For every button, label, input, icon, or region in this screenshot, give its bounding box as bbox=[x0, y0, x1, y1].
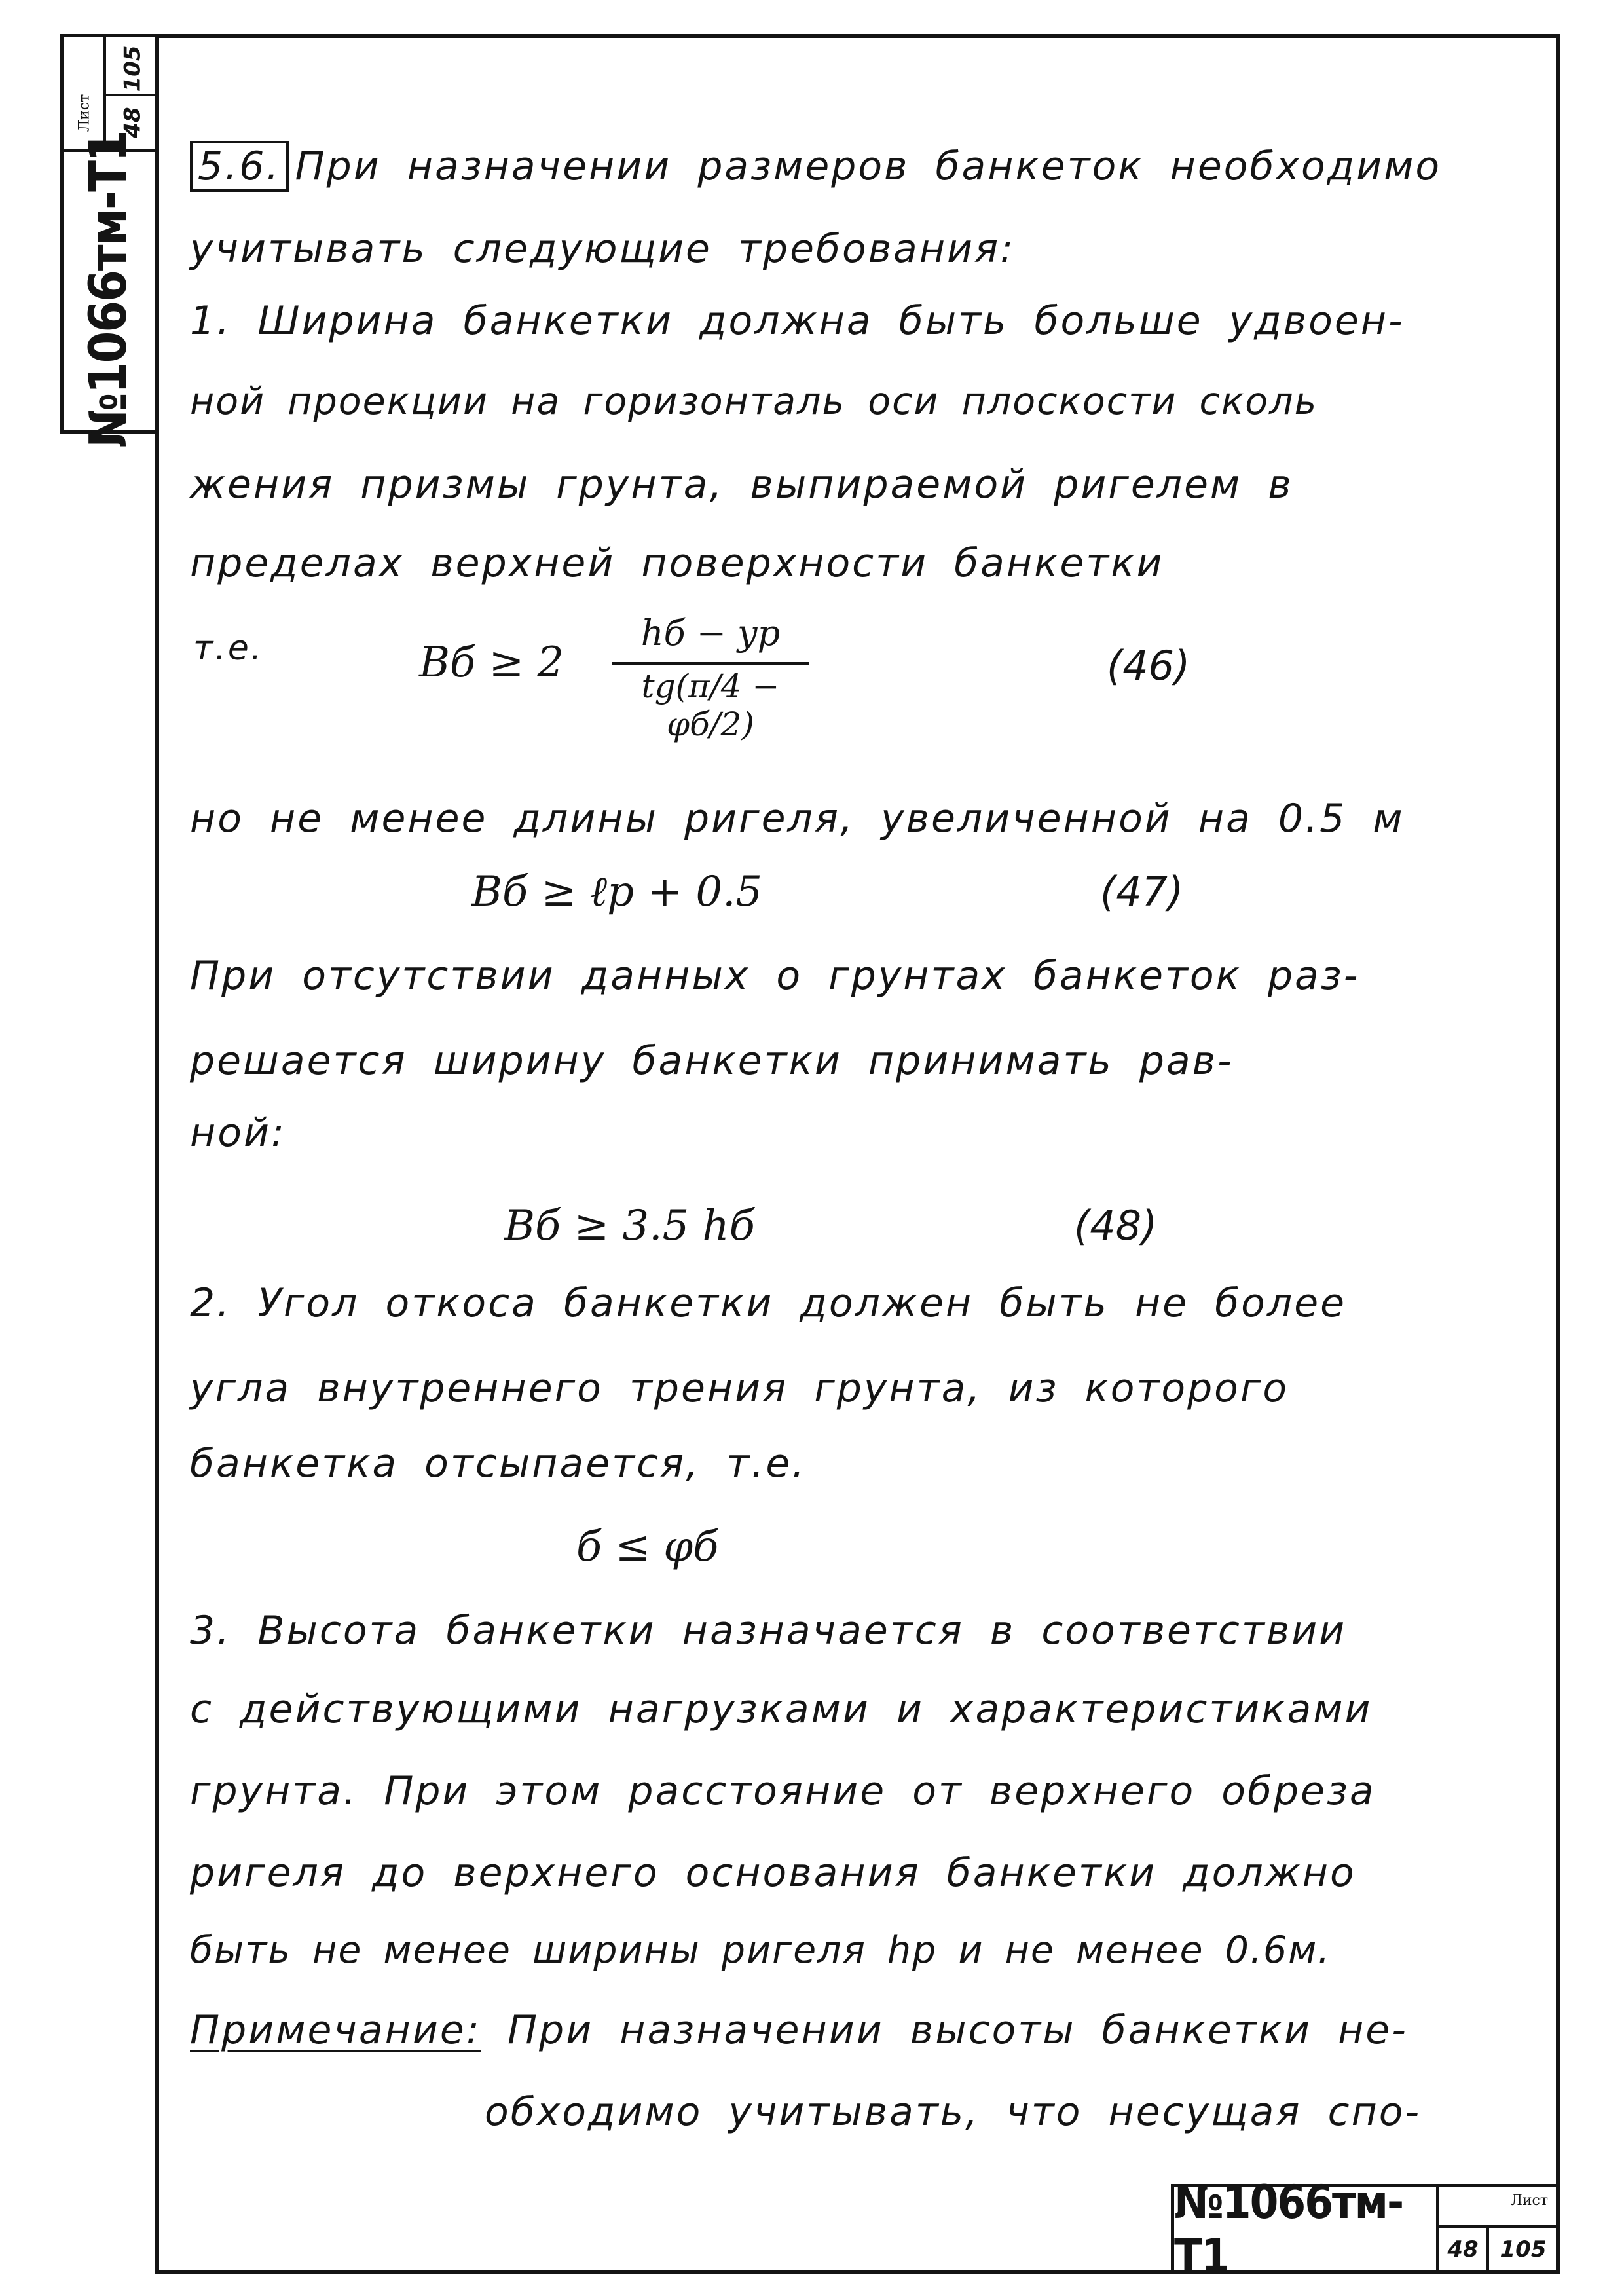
text-line: 2. Угол откоса банкетки должен быть не более bbox=[190, 1280, 1347, 1326]
text-line: учитывать следующие требования: bbox=[190, 226, 1016, 272]
formula-46-denominator: tg(π/4 − φб/2) bbox=[641, 667, 780, 743]
text-line: решается ширину банкетки принимать рав- bbox=[190, 1038, 1234, 1084]
text-line: пределах верхней поверхности банкетки bbox=[190, 540, 1164, 586]
text-line: ригеля до верхнего основания банкетки должно bbox=[190, 1850, 1356, 1896]
document-code: №1066тм-Т1 bbox=[79, 131, 138, 448]
formula-46-lhs: Bб ≥ 2 bbox=[419, 639, 564, 687]
equation-number-48: (48) bbox=[1074, 1202, 1158, 1250]
text-content: При назначении высоты банкетки не- bbox=[481, 2007, 1408, 2053]
text-line: ной: bbox=[190, 1110, 287, 1156]
text-line: быть не менее ширины ригеля hр и не менее 0.6м. bbox=[190, 1929, 1331, 1972]
equation-number-46: (46) bbox=[1107, 642, 1190, 690]
text-line: с действующими нагрузками и характеристиками bbox=[190, 1686, 1373, 1732]
text-line: При отсутствии данных о грунтах банкеток раз- bbox=[190, 953, 1360, 999]
current-sheet: 48 bbox=[1447, 2236, 1479, 2263]
total-sheets: 105 bbox=[119, 45, 146, 92]
left-title-stamp bbox=[60, 34, 159, 448]
formula-48: Bб ≥ 3.5 hб bbox=[504, 1202, 755, 1250]
fraction-bar bbox=[612, 662, 809, 665]
section-number: 5.6. bbox=[190, 141, 289, 192]
equation-number-47: (47) bbox=[1100, 868, 1184, 916]
text-content: При назначении размеров банкеток необходимо bbox=[295, 143, 1442, 189]
bottom-title-stamp bbox=[1171, 2175, 1560, 2283]
text-te: т.е. bbox=[193, 629, 264, 668]
formula-46-numerator: hб − yр bbox=[640, 612, 781, 654]
text-line: жения призмы грунта, выпираемой ригелем в bbox=[190, 462, 1293, 508]
formula-angle: б ≤ φб bbox=[576, 1523, 719, 1571]
document-code: №1066тм-Т1 bbox=[1174, 2175, 1403, 2283]
text-line bbox=[190, 141, 1441, 192]
total-sheets: 105 bbox=[1500, 2236, 1547, 2263]
text-line: 1. Ширина банкетки должна быть больше удвоен- bbox=[190, 298, 1405, 344]
note-label: Примечание: bbox=[190, 2007, 481, 2053]
formula-47: Bб ≥ ℓр + 0.5 bbox=[471, 868, 763, 916]
text-line: грунта. При этом расстояние от верхнего обреза bbox=[190, 1768, 1376, 1814]
current-sheet: 48 bbox=[119, 107, 146, 138]
sheet-label: Лист bbox=[76, 94, 93, 132]
text-line: но не менее длины ригеля, увеличенной на 0.5 м bbox=[190, 796, 1405, 842]
text-line: обходимо учитывать, что несущая спо- bbox=[485, 2089, 1422, 2135]
text-line: банкетка отсыпается, т.е. bbox=[190, 1441, 807, 1487]
text-line: угла внутреннего трения грунта, из которого bbox=[190, 1365, 1289, 1411]
text-line: 3. Высота банкетки назначается в соответствии bbox=[190, 1608, 1347, 1654]
sheet-label: Лист bbox=[1510, 2193, 1548, 2209]
text-line: ной проекции на горизонталь оси плоскости сколь bbox=[190, 380, 1318, 423]
text-line bbox=[190, 2007, 1408, 2053]
